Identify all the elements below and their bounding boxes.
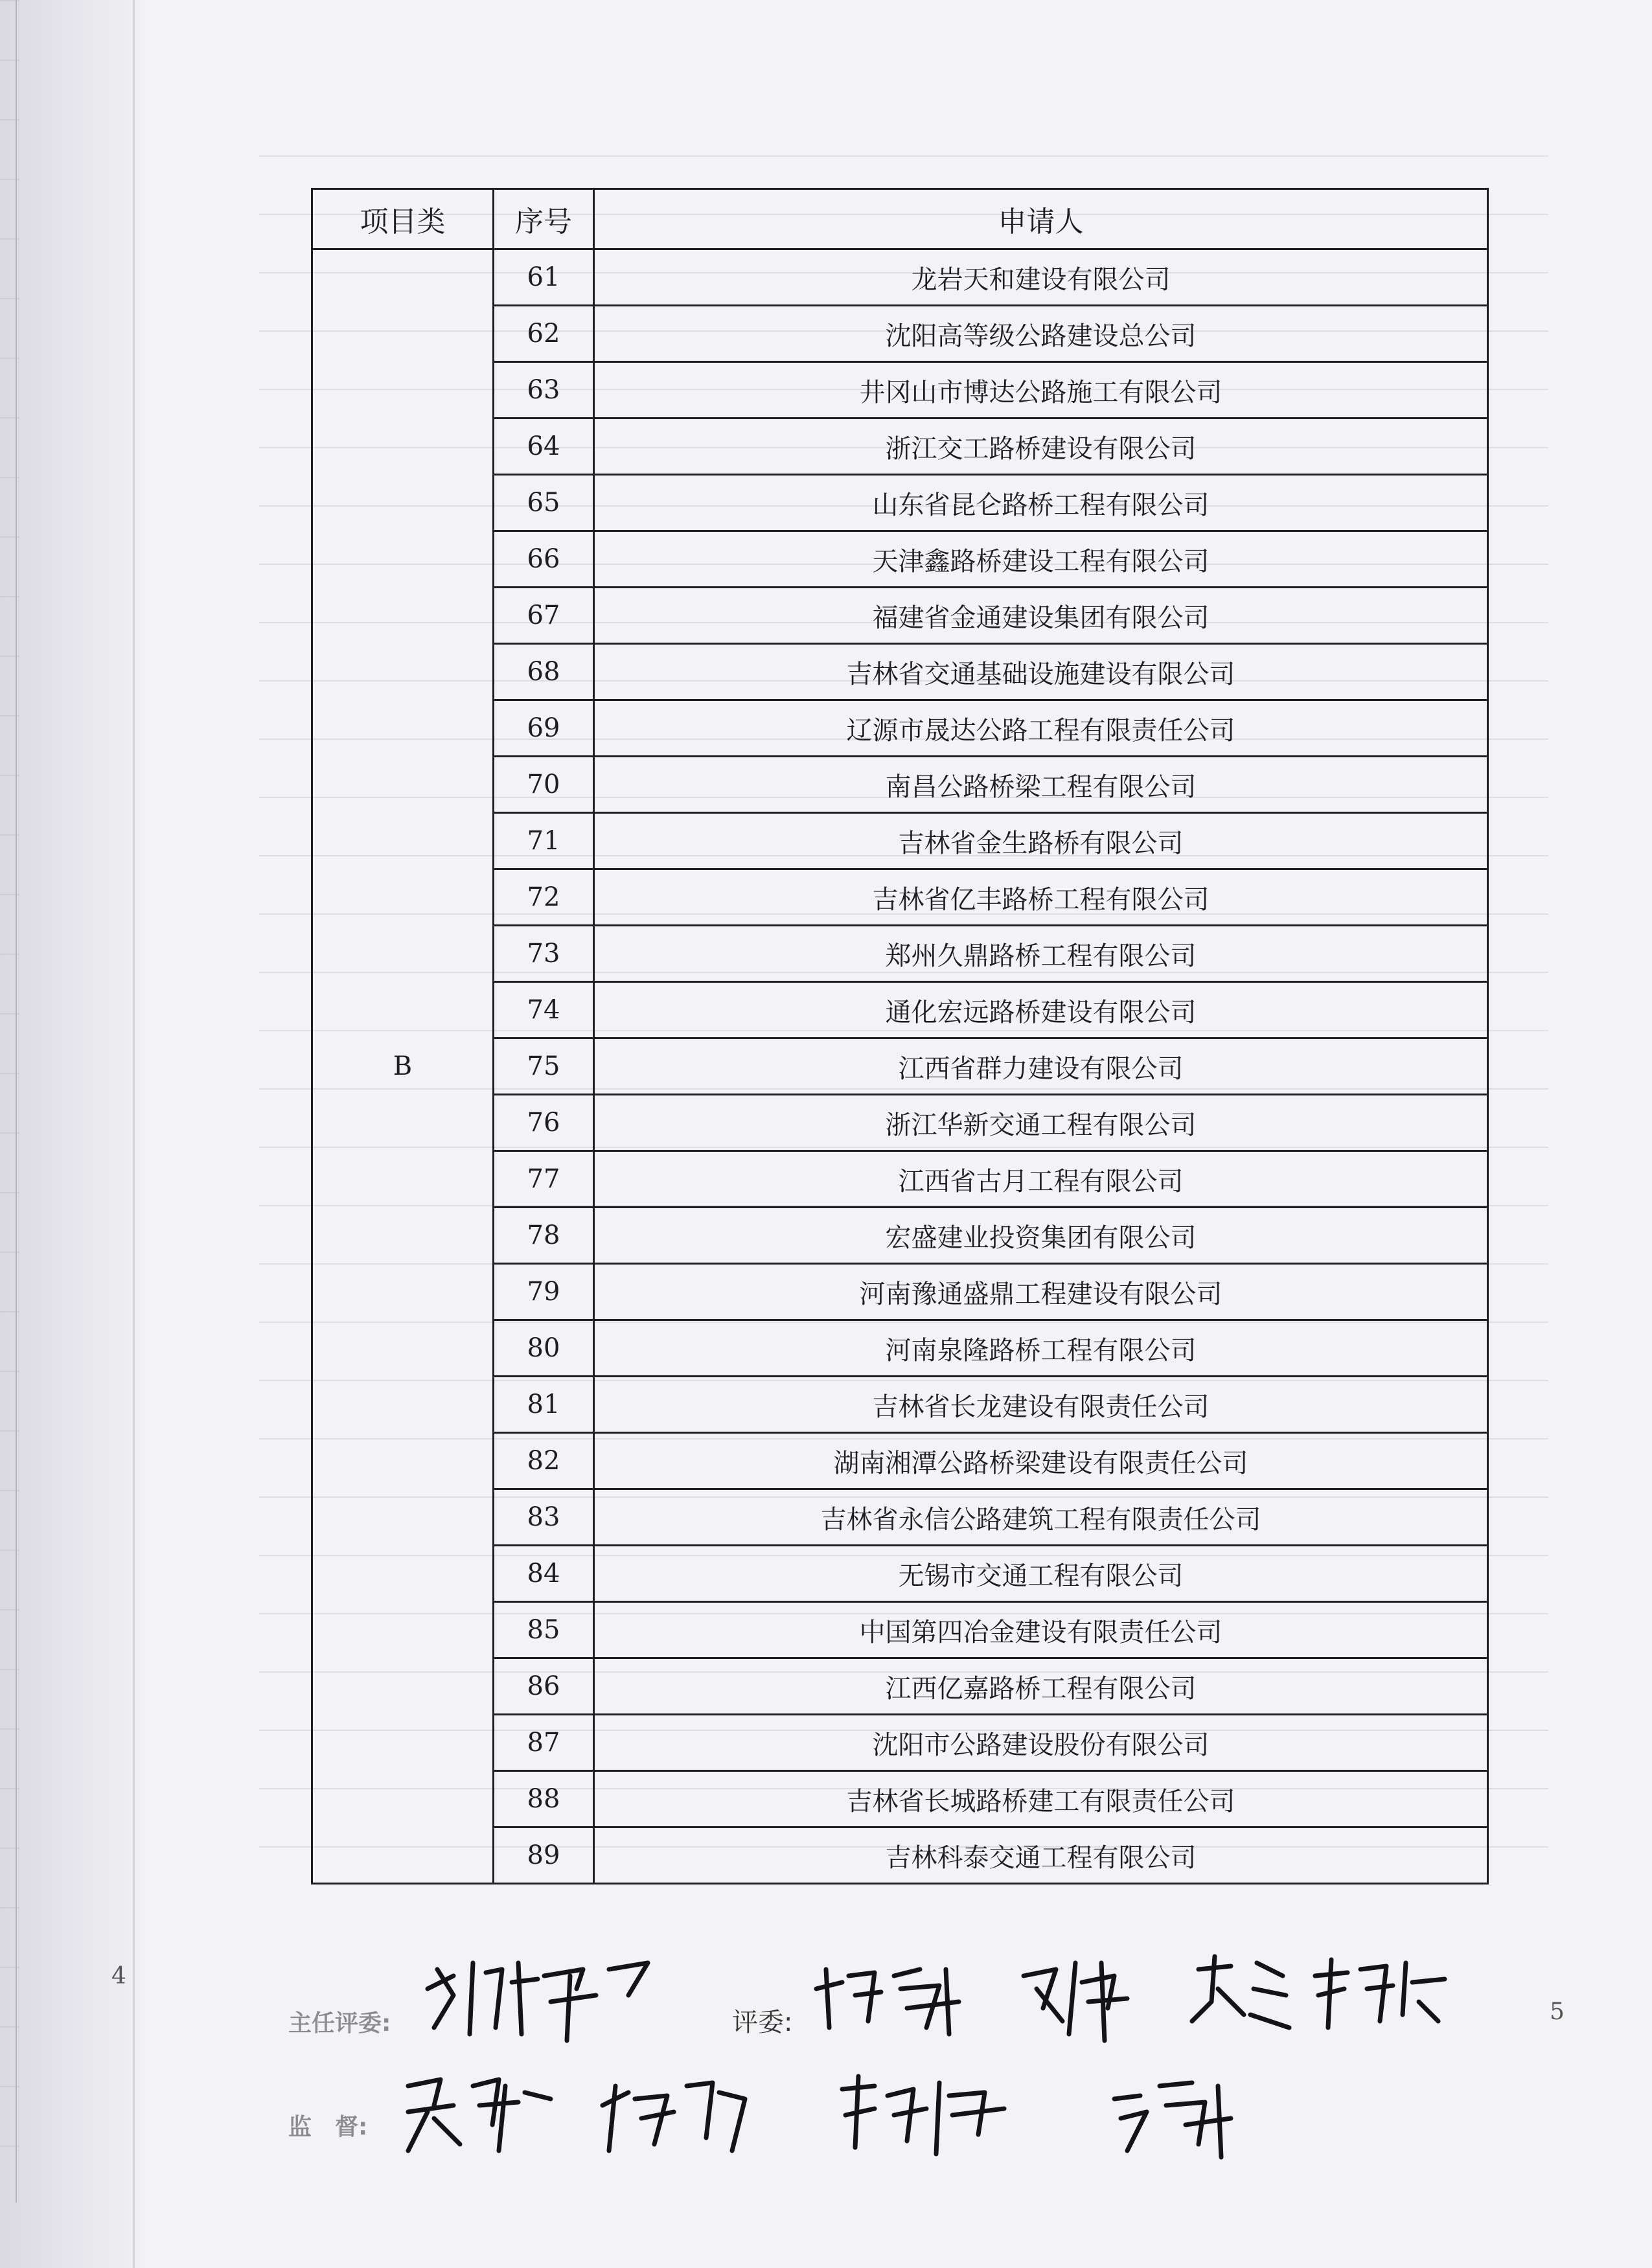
signature-supervisor-2 bbox=[596, 2073, 751, 2164]
row-number: 78 bbox=[494, 1208, 594, 1264]
row-applicant: 龙岩天和建设有限公司 bbox=[594, 249, 1488, 306]
row-number: 65 bbox=[494, 475, 594, 531]
row-applicant: 浙江华新交通工程有限公司 bbox=[594, 1095, 1488, 1151]
header-number: 序号 bbox=[494, 189, 594, 249]
row-number: 68 bbox=[494, 644, 594, 700]
row-applicant: 辽源市晟达公路工程有限责任公司 bbox=[594, 700, 1488, 757]
row-applicant: 湖南湘潭公路桥梁建设有限责任公司 bbox=[594, 1433, 1488, 1489]
row-number: 84 bbox=[494, 1546, 594, 1602]
row-number: 61 bbox=[494, 249, 594, 306]
table-header-row bbox=[312, 189, 1488, 249]
row-number: 73 bbox=[494, 926, 594, 982]
header-applicant: 申请人 bbox=[594, 189, 1488, 249]
header-category: 项目类 bbox=[312, 189, 494, 249]
row-number: 62 bbox=[494, 306, 594, 362]
row-number: 66 bbox=[494, 531, 594, 588]
row-number: 79 bbox=[494, 1264, 594, 1320]
page-number-left: 4 bbox=[111, 1963, 126, 1989]
row-applicant: 浙江交工路桥建设有限公司 bbox=[594, 418, 1488, 475]
row-number: 85 bbox=[494, 1602, 594, 1658]
row-number: 74 bbox=[494, 982, 594, 1038]
row-number: 87 bbox=[494, 1715, 594, 1771]
supervisor-label: 监 督: bbox=[288, 2114, 368, 2140]
row-applicant: 吉林科泰交通工程有限公司 bbox=[594, 1827, 1488, 1884]
facing-page-margin-line bbox=[16, 0, 17, 2203]
row-applicant: 吉林省长龙建设有限责任公司 bbox=[594, 1377, 1488, 1433]
row-applicant: 河南豫通盛鼎工程建设有限公司 bbox=[594, 1264, 1488, 1320]
row-applicant: 吉林省金生路桥有限公司 bbox=[594, 813, 1488, 869]
row-applicant: 吉林省永信公路建筑工程有限责任公司 bbox=[594, 1489, 1488, 1546]
row-number: 89 bbox=[494, 1827, 594, 1884]
row-applicant: 江西省古月工程有限公司 bbox=[594, 1151, 1488, 1208]
row-number: 86 bbox=[494, 1658, 594, 1715]
page-number-right: 5 bbox=[1550, 1999, 1565, 2025]
judges-label: 评委: bbox=[732, 2008, 793, 2037]
applicant-table bbox=[311, 188, 1489, 1884]
row-applicant: 吉林省亿丰路桥工程有限公司 bbox=[594, 869, 1488, 926]
row-number: 88 bbox=[494, 1771, 594, 1827]
row-applicant: 山东省昆仑路桥工程有限公司 bbox=[594, 475, 1488, 531]
row-applicant: 江西亿嘉路桥工程有限公司 bbox=[594, 1658, 1488, 1715]
row-applicant: 吉林省交通基础设施建设有限公司 bbox=[594, 644, 1488, 700]
row-applicant: 郑州久鼎路桥工程有限公司 bbox=[594, 926, 1488, 982]
signature-supervisor-3 bbox=[836, 2070, 1017, 2160]
category-cell: B bbox=[312, 249, 494, 1884]
row-number: 69 bbox=[494, 700, 594, 757]
row-applicant: 南昌公路桥梁工程有限公司 bbox=[594, 757, 1488, 813]
row-applicant: 福建省金通建设集团有限公司 bbox=[594, 588, 1488, 644]
signature-supervisor-1 bbox=[395, 2067, 557, 2164]
row-applicant: 天津鑫路桥建设工程有限公司 bbox=[594, 531, 1488, 588]
row-number: 83 bbox=[494, 1489, 594, 1546]
row-applicant: 江西省群力建设有限公司 bbox=[594, 1038, 1488, 1095]
row-number: 72 bbox=[494, 869, 594, 926]
row-number: 80 bbox=[494, 1320, 594, 1377]
row-number: 77 bbox=[494, 1151, 594, 1208]
row-applicant: 无锡市交通工程有限公司 bbox=[594, 1546, 1488, 1602]
signature-chair bbox=[415, 1950, 661, 2047]
row-number: 81 bbox=[494, 1377, 594, 1433]
row-number: 76 bbox=[494, 1095, 594, 1151]
row-applicant: 沈阳高等级公路建设总公司 bbox=[594, 306, 1488, 362]
binding-fold-edge bbox=[133, 0, 135, 2268]
signature-judge-2 bbox=[1017, 1950, 1147, 2047]
chair-judge-label: 主任评委: bbox=[288, 2010, 391, 2037]
signature-judge-1 bbox=[810, 1956, 978, 2041]
row-applicant: 通化宏远路桥建设有限公司 bbox=[594, 982, 1488, 1038]
row-applicant: 中国第四冶金建设有限责任公司 bbox=[594, 1602, 1488, 1658]
row-number: 70 bbox=[494, 757, 594, 813]
binding-fold-shadow bbox=[0, 0, 149, 2268]
row-applicant: 吉林省长城路桥建工有限责任公司 bbox=[594, 1771, 1488, 1827]
table-row bbox=[312, 249, 1488, 306]
row-applicant: 河南泉隆路桥工程有限公司 bbox=[594, 1320, 1488, 1377]
table-body bbox=[312, 249, 1488, 1884]
row-number: 63 bbox=[494, 362, 594, 418]
signature-judge-3 bbox=[1186, 1950, 1302, 2041]
row-applicant: 沈阳市公路建设股份有限公司 bbox=[594, 1715, 1488, 1771]
row-number: 64 bbox=[494, 418, 594, 475]
row-number: 67 bbox=[494, 588, 594, 644]
signature-judge-4 bbox=[1309, 1950, 1451, 2041]
row-applicant: 宏盛建业投资集团有限公司 bbox=[594, 1208, 1488, 1264]
row-number: 75 bbox=[494, 1038, 594, 1095]
row-number: 82 bbox=[494, 1433, 594, 1489]
row-applicant: 井冈山市博达公路施工有限公司 bbox=[594, 362, 1488, 418]
signature-supervisor-4 bbox=[1108, 2073, 1250, 2164]
row-number: 71 bbox=[494, 813, 594, 869]
